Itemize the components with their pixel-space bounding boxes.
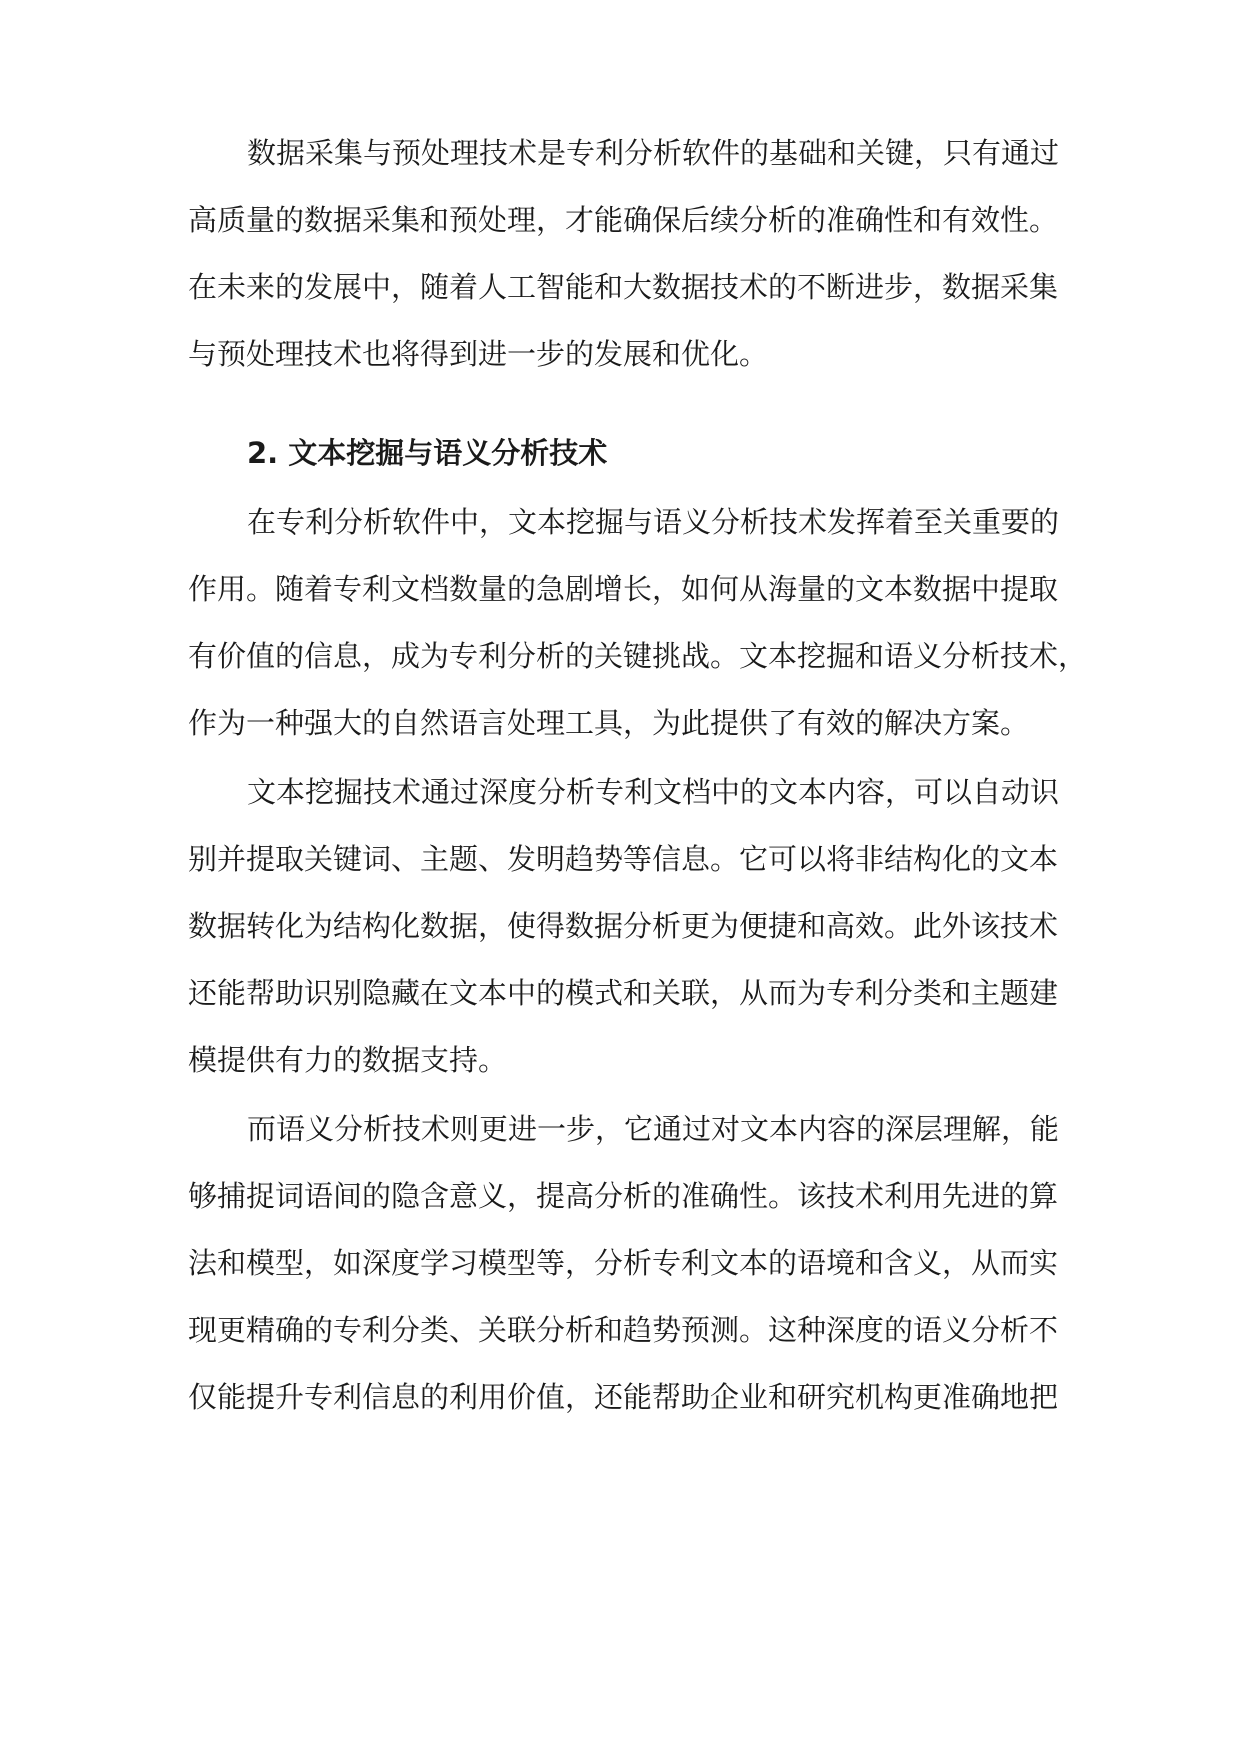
text-line: 而语义分析技术则更进一步，它通过对文本内容的深层理解，能 bbox=[247, 1112, 1060, 1146]
text-line: 在未来的发展中，随着人工智能和大数据技术的不断进步，数据采集 bbox=[188, 270, 1059, 304]
text-line: 在专利分析软件中，文本挖掘与语义分析技术发挥着至关重要的 bbox=[247, 505, 1060, 539]
text-line: 与预处理技术也将得到进一步的发展和优化。 bbox=[188, 337, 769, 371]
text-line: 别并提取关键词、主题、发明趋势等信息。它可以将非结构化的文本 bbox=[188, 842, 1059, 876]
text-line: 文本挖掘技术通过深度分析专利文档中的文本内容，可以自动识 bbox=[247, 775, 1060, 809]
text-line: 数据转化为结构化数据，使得数据分析更为便捷和高效。此外该技术 bbox=[188, 909, 1059, 943]
text-line: 数据采集与预处理技术是专利分析软件的基础和关键，只有通过 bbox=[247, 136, 1060, 170]
text-line: 现更精确的专利分类、关联分析和趋势预测。这种深度的语义分析不 bbox=[188, 1313, 1059, 1347]
text-line: 够捕捉词语间的隐含意义，提高分析的准确性。该技术利用先进的算 bbox=[188, 1179, 1059, 1213]
section-heading: 2. 文本挖掘与语义分析技术 bbox=[247, 436, 608, 470]
text-line: 高质量的数据采集和预处理，才能确保后续分析的准确性和有效性。 bbox=[188, 203, 1059, 237]
text-line: 作用。随着专利文档数量的急剧增长，如何从海量的文本数据中提取 bbox=[188, 572, 1059, 606]
text-line: 作为一种强大的自然语言处理工具，为此提供了有效的解决方案。 bbox=[188, 706, 1030, 740]
text-line: 有价值的信息，成为专利分析的关键挑战。文本挖掘和语义分析技术， bbox=[188, 639, 1088, 673]
text-line: 法和模型，如深度学习模型等，分析专利文本的语境和含义，从而实 bbox=[188, 1246, 1059, 1280]
text-line: 仅能提升专利信息的利用价值，还能帮助企业和研究机构更准确地把 bbox=[188, 1380, 1059, 1414]
text-line: 模提供有力的数据支持。 bbox=[188, 1043, 508, 1077]
text-line: 还能帮助识别隐藏在文本中的模式和关联，从而为专利分类和主题建 bbox=[188, 976, 1059, 1010]
